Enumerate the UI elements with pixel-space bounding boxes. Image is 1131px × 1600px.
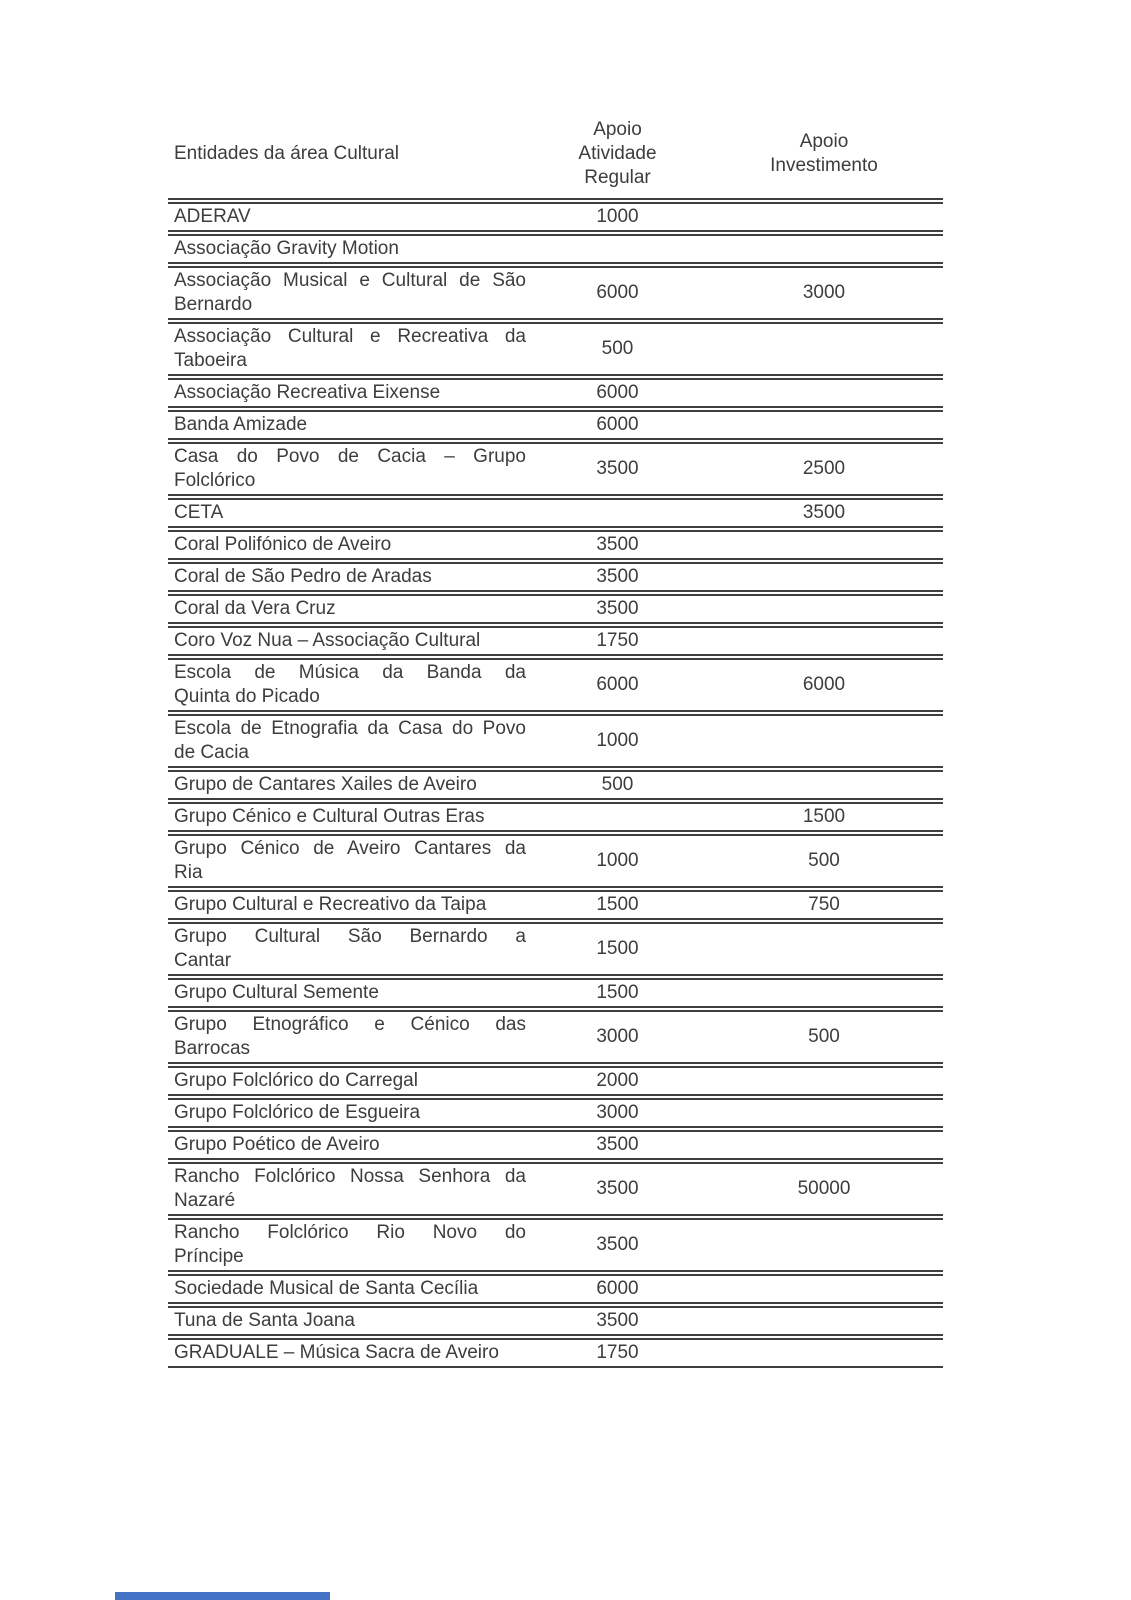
header-line: Atividade [578, 143, 657, 164]
apoio-investimento-cell [705, 594, 943, 624]
table-row [168, 770, 943, 800]
table-body [168, 202, 943, 1368]
apoio-atividade-regular-cell: 3500 [530, 1162, 705, 1216]
entity-name-cell [168, 442, 530, 496]
apoio-investimento-cell [705, 626, 943, 656]
entity-name-cell [168, 978, 530, 1008]
entity-name-line: Grupo Cénico de Aveiro Cantares da [174, 838, 526, 859]
header-line: Apoio [799, 131, 849, 152]
table-row [168, 922, 943, 976]
entity-name-line: Ria [174, 862, 203, 883]
table-row [168, 978, 943, 1008]
apoio-atividade-regular-cell: 1750 [530, 626, 705, 656]
entity-name-cell [168, 410, 530, 440]
table-row [168, 1130, 943, 1160]
table-row [168, 834, 943, 888]
table-row [168, 1162, 943, 1216]
apoio-investimento-cell [705, 410, 943, 440]
apoio-investimento-cell: 3000 [705, 266, 943, 320]
table-row [168, 530, 943, 560]
entity-name-line: Rancho Folclórico Nossa Senhora da [174, 1166, 526, 1187]
entity-name-line: Coral da Vera Cruz [174, 598, 336, 619]
apoio-atividade-regular-cell: 3000 [530, 1098, 705, 1128]
apoio-investimento-cell [705, 530, 943, 560]
entity-name-line: Casa do Povo de Cacia – Grupo [174, 446, 526, 467]
entity-name-line: Nazaré [174, 1190, 236, 1211]
apoio-investimento-cell [705, 202, 943, 232]
column-header-entities: Entidades da área Cultural [168, 114, 530, 200]
apoio-atividade-regular-cell [530, 234, 705, 264]
entity-name-cell [168, 378, 530, 408]
entity-name-line: Associação Gravity Motion [174, 238, 399, 259]
apoio-investimento-cell [705, 378, 943, 408]
entity-name-cell [168, 1066, 530, 1096]
apoio-atividade-regular-cell: 3500 [530, 530, 705, 560]
entity-name-cell [168, 1098, 530, 1128]
page-bottom-accent-bar [115, 1592, 330, 1600]
entity-name-line: ADERAV [174, 206, 251, 227]
apoio-investimento-cell: 1500 [705, 802, 943, 832]
table-header-row [168, 114, 943, 200]
apoio-investimento-cell [705, 1130, 943, 1160]
entity-name-line: Bernardo [174, 294, 253, 315]
entity-name-cell [168, 770, 530, 800]
entity-name-cell [168, 530, 530, 560]
table-row [168, 322, 943, 376]
table-row [168, 1066, 943, 1096]
apoio-investimento-cell: 3500 [705, 498, 943, 528]
entity-name-line: Taboeira [174, 350, 247, 371]
table-row [168, 266, 943, 320]
entity-name-cell [168, 834, 530, 888]
apoio-investimento-cell [705, 234, 943, 264]
apoio-atividade-regular-cell: 3500 [530, 562, 705, 592]
entity-name-cell [168, 1218, 530, 1272]
entity-name-cell [168, 1162, 530, 1216]
apoio-atividade-regular-cell: 1500 [530, 978, 705, 1008]
apoio-investimento-cell: 2500 [705, 442, 943, 496]
entity-name-line: Coro Voz Nua – Associação Cultural [174, 630, 481, 651]
entity-name-line: Grupo Cultural São Bernardo a [174, 926, 526, 947]
column-header-apoio-atividade-regular [530, 114, 705, 200]
table-row [168, 1306, 943, 1336]
table-row [168, 442, 943, 496]
entity-name-cell [168, 1274, 530, 1304]
entity-name-cell [168, 922, 530, 976]
apoio-atividade-regular-cell: 1750 [530, 1338, 705, 1368]
apoio-atividade-regular-cell: 3500 [530, 442, 705, 496]
table-row [168, 562, 943, 592]
entity-name-line: Rancho Folclórico Rio Novo do [174, 1222, 526, 1243]
apoio-investimento-cell [705, 1274, 943, 1304]
entity-name-line: CETA [174, 502, 224, 523]
table-row [168, 202, 943, 232]
entity-name-cell [168, 234, 530, 264]
table-row [168, 234, 943, 264]
apoio-atividade-regular-cell: 6000 [530, 1274, 705, 1304]
apoio-atividade-regular-cell: 3000 [530, 1010, 705, 1064]
column-header-apoio-investimento [705, 114, 943, 200]
entity-name-line: Coral de São Pedro de Aradas [174, 566, 432, 587]
header-line: Regular [584, 167, 651, 188]
table-row [168, 714, 943, 768]
apoio-investimento-cell [705, 1098, 943, 1128]
apoio-investimento-cell: 500 [705, 1010, 943, 1064]
entity-name-line: Tuna de Santa Joana [174, 1310, 355, 1331]
table-row [168, 890, 943, 920]
entity-name-line: Folclórico [174, 470, 256, 491]
entity-name-line: Príncipe [174, 1246, 244, 1267]
table-row [168, 1010, 943, 1064]
entity-name-cell [168, 1306, 530, 1336]
entity-name-line: de Cacia [174, 742, 249, 763]
entity-name-cell [168, 802, 530, 832]
entity-name-line: Banda Amizade [174, 414, 308, 435]
table-row [168, 378, 943, 408]
entity-name-cell [168, 498, 530, 528]
apoio-atividade-regular-cell: 1000 [530, 714, 705, 768]
entity-name-cell [168, 1010, 530, 1064]
table-row [168, 410, 943, 440]
table-row [168, 802, 943, 832]
apoio-atividade-regular-cell: 2000 [530, 1066, 705, 1096]
apoio-atividade-regular-cell: 3500 [530, 594, 705, 624]
document-page [168, 112, 943, 1370]
apoio-investimento-cell [705, 1218, 943, 1272]
entity-name-line: GRADUALE – Música Sacra de Aveiro [174, 1342, 499, 1363]
entity-name-line: Sociedade Musical de Santa Cecília [174, 1278, 479, 1299]
apoio-atividade-regular-cell: 3500 [530, 1218, 705, 1272]
apoio-atividade-regular-cell: 1500 [530, 890, 705, 920]
apoio-atividade-regular-cell: 500 [530, 770, 705, 800]
entity-name-line: Cantar [174, 950, 232, 971]
apoio-investimento-cell: 50000 [705, 1162, 943, 1216]
table-row [168, 1098, 943, 1128]
header-line: Investimento [770, 155, 878, 176]
apoio-atividade-regular-cell: 500 [530, 322, 705, 376]
entity-name-line: Associação Recreativa Eixense [174, 382, 441, 403]
table-row [168, 1218, 943, 1272]
entity-name-cell [168, 266, 530, 320]
table-row [168, 1274, 943, 1304]
apoio-atividade-regular-cell [530, 498, 705, 528]
entity-name-line: Coral Polifónico de Aveiro [174, 534, 392, 555]
entity-name-line: Grupo de Cantares Xailes de Aveiro [174, 774, 477, 795]
apoio-atividade-regular-cell: 3500 [530, 1306, 705, 1336]
apoio-investimento-cell [705, 714, 943, 768]
entity-name-line: Associação Musical e Cultural de São [174, 270, 526, 291]
table-row [168, 498, 943, 528]
apoio-atividade-regular-cell [530, 802, 705, 832]
entity-name-line: Escola de Música da Banda da [174, 662, 526, 683]
entity-name-cell [168, 626, 530, 656]
apoio-atividade-regular-cell: 1000 [530, 202, 705, 232]
entity-name-cell [168, 202, 530, 232]
apoio-investimento-cell [705, 1066, 943, 1096]
entity-name-line: Escola de Etnografia da Casa do Povo [174, 718, 526, 739]
entity-name-line: Quinta do Picado [174, 686, 320, 707]
entity-name-cell [168, 594, 530, 624]
apoio-atividade-regular-cell: 3500 [530, 1130, 705, 1160]
entity-name-cell [168, 322, 530, 376]
table-row [168, 626, 943, 656]
entity-name-cell [168, 890, 530, 920]
entity-name-line: Grupo Etnográfico e Cénico das [174, 1014, 526, 1035]
apoio-investimento-cell [705, 562, 943, 592]
apoio-investimento-cell [705, 922, 943, 976]
entity-name-cell [168, 1338, 530, 1368]
apoio-investimento-cell: 6000 [705, 658, 943, 712]
apoio-atividade-regular-cell: 1500 [530, 922, 705, 976]
entity-name-cell [168, 714, 530, 768]
header-line: Apoio [593, 119, 642, 140]
apoio-investimento-cell [705, 978, 943, 1008]
table-row [168, 658, 943, 712]
apoio-investimento-cell: 750 [705, 890, 943, 920]
entity-name-line: Grupo Cultural Semente [174, 982, 379, 1003]
entity-name-line: Grupo Cénico e Cultural Outras Eras [174, 806, 485, 827]
apoio-atividade-regular-cell: 6000 [530, 266, 705, 320]
apoio-investimento-cell [705, 322, 943, 376]
apoio-atividade-regular-cell: 6000 [530, 410, 705, 440]
entity-name-cell [168, 1130, 530, 1160]
entity-name-line: Associação Cultural e Recreativa da [174, 326, 526, 347]
entity-name-line: Barrocas [174, 1038, 251, 1059]
apoio-investimento-cell [705, 770, 943, 800]
entity-name-line: Grupo Cultural e Recreativo da Taipa [174, 894, 487, 915]
cultural-entities-support-table [168, 112, 943, 1370]
entity-name-line: Grupo Folclórico do Carregal [174, 1070, 418, 1091]
entity-name-line: Grupo Folclórico de Esgueira [174, 1102, 421, 1123]
apoio-atividade-regular-cell: 6000 [530, 378, 705, 408]
apoio-atividade-regular-cell: 1000 [530, 834, 705, 888]
apoio-investimento-cell [705, 1306, 943, 1336]
table-row [168, 1338, 943, 1368]
entity-name-cell [168, 658, 530, 712]
entity-name-cell [168, 562, 530, 592]
apoio-atividade-regular-cell: 6000 [530, 658, 705, 712]
table-row [168, 594, 943, 624]
entity-name-line: Grupo Poético de Aveiro [174, 1134, 380, 1155]
apoio-investimento-cell: 500 [705, 834, 943, 888]
apoio-investimento-cell [705, 1338, 943, 1368]
